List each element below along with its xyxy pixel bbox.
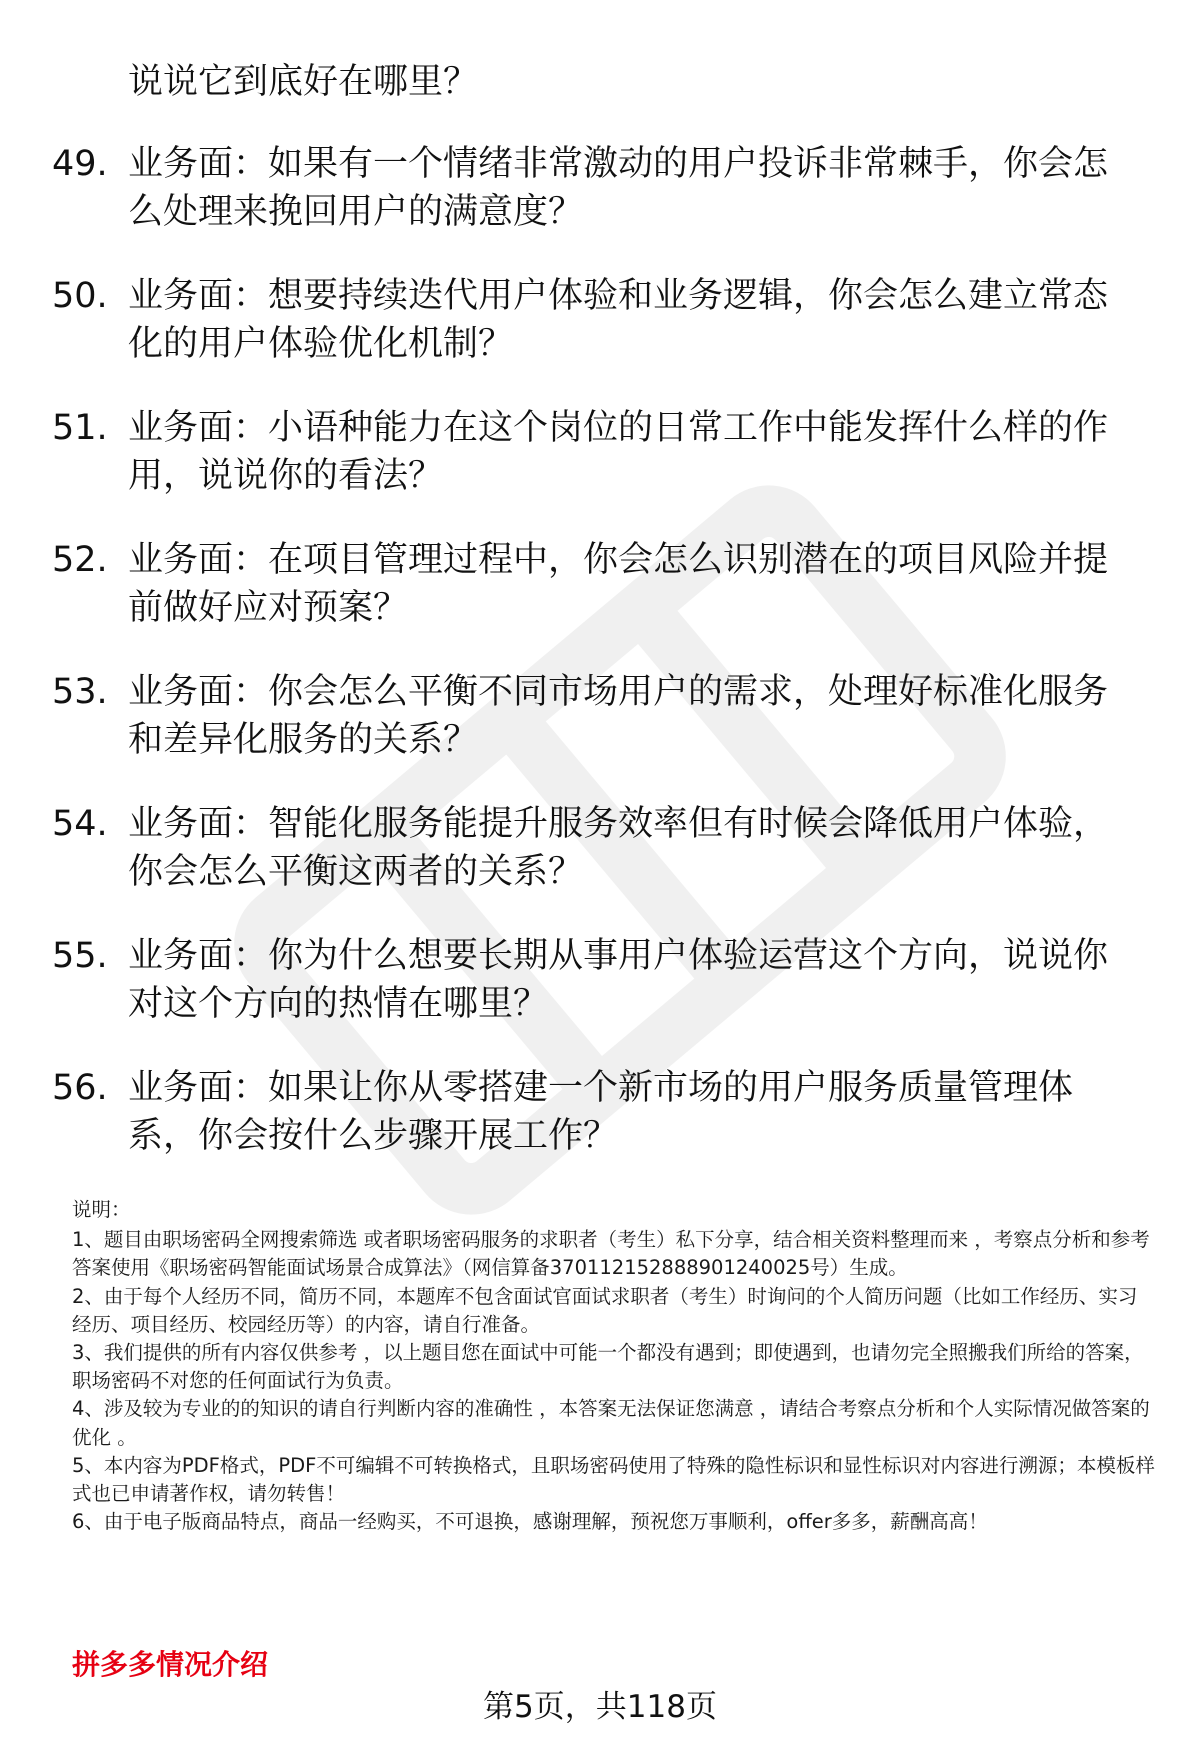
- question-continuation: [0, 58, 1200, 106]
- question-number: 50.: [52, 276, 108, 316]
- question-text: 业务面：如果让你从零搭建一个新市场的用户服务质量管理体系，你会按什么步骤开展工作？: [128, 1068, 1074, 1156]
- question-text: 业务面：你为什么想要长期从事用户体验运营这个方向，说说你对这个方向的热情在哪里？: [128, 936, 1109, 1024]
- question-number: 53.: [52, 672, 108, 712]
- question-number: 54.: [52, 804, 108, 844]
- note-item-4: 4、涉及较为专业的的知识的请自行判断内容的准确性 ，本答案无法保证您满意 ，请结合考察点分析和个人实际情况做答案的优化 。: [72, 1397, 1150, 1449]
- question-item-51: [0, 404, 1200, 500]
- note-item-1: 1、题目由职场密码全网搜索筛选 或者职场密码服务的求职者（考生）私下分享，结合相关资料整理而来 ，考察点分析和参考答案使用《职场密码智能面试场景合成算法》（网信算备370112152888901240025号）生成。: [72, 1228, 1150, 1280]
- question-text: 业务面：智能化服务能提升服务效率但有时候会降低用户体验，你会怎么平衡这两者的关系？: [128, 804, 1109, 892]
- question-item-56: [0, 1064, 1200, 1160]
- question-number: 52.: [52, 540, 108, 580]
- question-text: 业务面：你会怎么平衡不同市场用户的需求，处理好标准化服务和差异化服务的关系？: [128, 672, 1109, 760]
- question-continuation-text: 说说它到底好在哪里？: [128, 62, 479, 102]
- question-item-53: [0, 668, 1200, 764]
- question-text: 业务面：小语种能力在这个岗位的日常工作中能发挥什么样的作用，说说你的看法？: [128, 408, 1109, 496]
- question-item-52: [0, 536, 1200, 632]
- question-item-49: [0, 140, 1200, 236]
- note-item-6: 6、由于电子版商品特点，商品一经购买，不可退换，感谢理解，预祝您万事顺利，offer多多，薪酬高高！: [72, 1510, 988, 1534]
- note-item-3: 3、我们提供的所有内容仅供参考 ，以上题目您在面试中可能一个都没有遇到；即使遇到，也请勿完全照搬我们所给的答案，职场密码不对您的任何面试行为负责。: [72, 1341, 1144, 1393]
- question-text: 业务面：想要持续迭代用户体验和业务逻辑，你会怎么建立常态化的用户体验优化机制？: [128, 276, 1109, 364]
- question-item-50: [0, 272, 1200, 368]
- question-item-54: [0, 800, 1200, 896]
- note-item-2: 2、由于每个人经历不同，简历不同，本题库不包含面试官面试求职者（考生）时询问的个人简历问题（比如工作经历、实习经历、项目经历、校园经历等）的内容，请自行准备。: [72, 1284, 1138, 1336]
- question-number: 55.: [52, 936, 108, 976]
- notes-section: [72, 1196, 1156, 1536]
- section-heading-pdd: 拼多多情况介绍: [72, 1648, 269, 1681]
- question-number: 56.: [52, 1068, 108, 1108]
- question-number: 49.: [52, 144, 108, 184]
- note-item-5: 5、本内容为PDF格式，PDF不可编辑不可转换格式，且职场密码使用了特殊的隐性标识和显性标识对内容进行溯源；本模板样式也已申请著作权，请勿转售！: [72, 1453, 1155, 1506]
- question-list: [0, 58, 1200, 1196]
- notes-title: 说明：: [72, 1198, 131, 1221]
- question-number: 51.: [52, 408, 108, 448]
- page-number: 第5页，共118页: [483, 1689, 717, 1725]
- question-text: 业务面：如果有一个情绪非常激动的用户投诉非常棘手，你会怎么处理来挽回用户的满意度？: [128, 144, 1109, 232]
- question-text: 业务面：在项目管理过程中，你会怎么识别潜在的项目风险并提前做好应对预案？: [128, 540, 1109, 628]
- question-item-55: [0, 932, 1200, 1028]
